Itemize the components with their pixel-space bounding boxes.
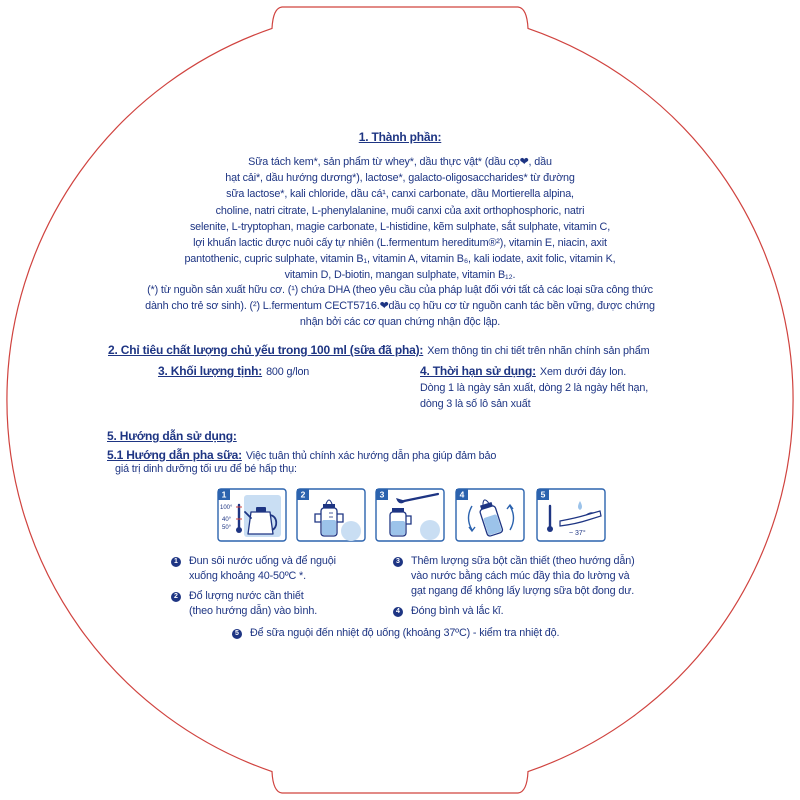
section-2-title: 2. Chỉ tiêu chất lượng chủ yếu trong 100 ml (sữa đã pha): bbox=[108, 343, 424, 357]
step-line: gạt ngang để không lấy lượng sữa bột đong dư. bbox=[411, 585, 635, 597]
section-3 bbox=[158, 363, 309, 380]
step-1-illustration bbox=[217, 488, 287, 542]
step-line: Đổ lượng nước cần thiết bbox=[189, 590, 304, 602]
ingredients-line: Sữa tách kem*, sản phẩm từ whey*, dầu thực vật* (dầu cọ❤, dầu bbox=[248, 156, 552, 168]
step-line: Đóng bình và lắc kĩ. bbox=[411, 605, 504, 617]
ingredients-line: sữa lactose*, kali chloride, dầu cá¹, canxi carbonate, dầu Mortierella alpina, bbox=[226, 188, 574, 201]
step-line: Đun sôi nước uống và để nguội bbox=[189, 555, 336, 567]
step-3-text bbox=[411, 554, 635, 599]
water-splash-icon bbox=[341, 521, 361, 541]
step-number-badge: 3 bbox=[393, 557, 403, 567]
thermometer-bulb bbox=[547, 526, 553, 532]
section-4-line: Dòng 1 là ngày sản xuất, dòng 2 là ngày hết hạn, bbox=[420, 382, 649, 394]
step-4-text bbox=[411, 604, 503, 619]
section-4-line: Xem dưới đáy lon. bbox=[539, 366, 627, 378]
step-number-tag-label: 2 bbox=[300, 489, 306, 500]
step-4-illustration-svg bbox=[455, 488, 525, 542]
step-5-illustration bbox=[536, 488, 606, 542]
ingredients-list bbox=[0, 154, 800, 284]
ingredients-line: lợi khuẩn lactic được nuôi cấy tự nhiên (L.fermentum hereditum®²), vitamin E, niacin, axit bbox=[193, 237, 607, 250]
step-number-badge: 1 bbox=[171, 557, 181, 567]
step-line: vào nước bằng cách múc đầy thìa đo lường và bbox=[411, 570, 630, 582]
step-number-tag-label: 1 bbox=[221, 489, 227, 500]
step-line: xuống khoảng 40-50ºC *. bbox=[189, 570, 306, 582]
step-4 bbox=[393, 604, 503, 619]
bottle-water bbox=[391, 521, 405, 535]
ingredients-line: choline, natri citrate, L-phenylalanine, muối canxi của axit orthophosphoric, natri bbox=[215, 204, 585, 217]
bottle-water bbox=[322, 520, 336, 535]
step-line: (theo hướng dẫn) vào bình. bbox=[189, 605, 318, 617]
section-2-text: Xem thông tin chi tiết trên nhãn chính sản phẩm bbox=[427, 345, 650, 357]
footnote-line: dành cho trẻ sơ sinh). (²) L.fermentum CECT5716.❤dầu cọ hữu cơ từ nguồn canh tác bền vững, được chứng bbox=[145, 300, 655, 312]
kettle-body bbox=[248, 512, 273, 534]
ingredients-line: hạt cải*, dầu hướng dương*), lactose*, galacto-oligosaccharides* từ đường bbox=[225, 172, 575, 185]
step-number-tag-label: 4 bbox=[459, 489, 465, 500]
footnote-line: nhận bởi các cơ quan chứng nhận độc lập. bbox=[299, 316, 501, 328]
section-4-title: 4. Thời hạn sử dụng: bbox=[420, 364, 536, 378]
temperature-label-high: 50° bbox=[222, 525, 232, 531]
step-2-illustration bbox=[296, 488, 366, 542]
step-number-tag-label: 3 bbox=[379, 489, 385, 500]
lid-outline-path bbox=[7, 7, 793, 793]
milk-powder-icon bbox=[420, 520, 440, 540]
step-4-illustration bbox=[455, 488, 525, 542]
step-3-illustration-svg bbox=[375, 488, 445, 542]
step-2-text bbox=[189, 589, 317, 619]
section-4 bbox=[420, 363, 648, 412]
step-number-badge: 5 bbox=[232, 629, 242, 639]
section-4-line: dòng 3 là số lô sản xuất bbox=[420, 398, 531, 410]
section-5-1-intro: giá trị dinh dưỡng tối ưu để bé hấp thụ: bbox=[115, 463, 297, 475]
step-5 bbox=[232, 626, 559, 641]
step-2-illustration-svg bbox=[296, 488, 366, 542]
step-3 bbox=[393, 554, 635, 599]
footnote-line: (*) từ nguồn sản xuất hữu cơ. (¹) chứa DHA (theo yêu cầu của pháp luật đối với tất cả các loại sữa công thức bbox=[147, 284, 653, 296]
step-line: Để sữa nguội đến nhiệt độ uống (khoảng 37ºC) - kiểm tra nhiệt độ. bbox=[250, 627, 560, 639]
net-weight-value: 800 g/lon bbox=[266, 366, 310, 378]
temperature-label-low: 40° bbox=[222, 517, 232, 523]
step-2 bbox=[171, 589, 317, 619]
section-5-title: 5. Hướng dẫn sử dụng: bbox=[107, 429, 237, 443]
kettle-lid bbox=[256, 507, 266, 512]
section-1-title: 1. Thành phần: bbox=[358, 130, 442, 144]
temperature-label: ~ 37° bbox=[569, 530, 586, 537]
step-number-tag-label: 5 bbox=[540, 489, 546, 500]
section-2 bbox=[108, 342, 649, 359]
step-5-illustration-svg bbox=[536, 488, 606, 542]
section-3-title: 3. Khối lượng tịnh: bbox=[158, 364, 263, 378]
ingredients-line: vitamin D, D-biotin, mangan sulphate, vitamin B₁₂. bbox=[284, 269, 516, 282]
step-number-badge: 2 bbox=[171, 592, 181, 602]
section-5-1-title: 5.1 Hướng dẫn pha sữa: bbox=[107, 448, 242, 462]
section-4-first-line bbox=[420, 363, 648, 380]
ingredients-footnotes bbox=[0, 282, 800, 330]
thermometer-bulb bbox=[236, 527, 242, 533]
step-number-badge: 4 bbox=[393, 607, 403, 617]
step-line: Thêm lượng sữa bột cần thiết (theo hướng dẫn) bbox=[411, 555, 635, 567]
step-1-illustration-svg bbox=[217, 488, 287, 542]
ingredients-line: selenite, L-tryptophan, magie carbonate, L-histidine, kẽm sulphate, sắt sulphate, vitamin C, bbox=[189, 220, 611, 233]
temperature-label-boil: 100° bbox=[220, 505, 233, 511]
ingredients-line: pantothenic, cupric sulphate, vitamin B₁, vitamin A, vitamin B₆, kali iodate, axit folic, vitamin K, bbox=[184, 253, 616, 266]
step-5-text bbox=[250, 626, 559, 641]
step-1 bbox=[171, 554, 336, 584]
step-1-text bbox=[189, 554, 336, 584]
section-5-1-intro: Việc tuân thủ chính xác hướng dẫn pha giúp đảm bảo bbox=[245, 450, 497, 462]
step-3-illustration bbox=[375, 488, 445, 542]
